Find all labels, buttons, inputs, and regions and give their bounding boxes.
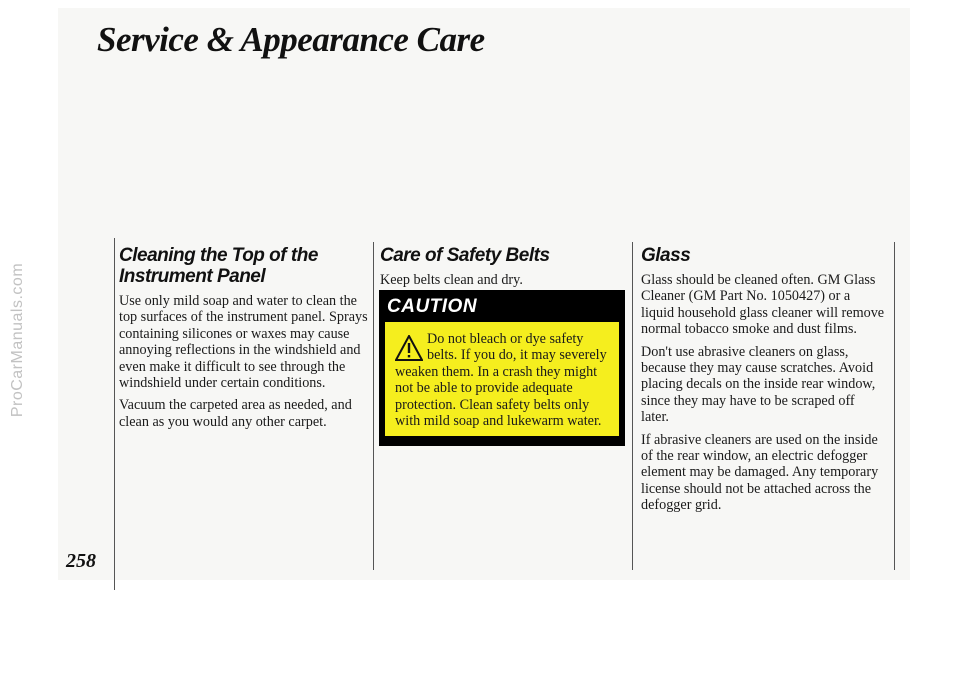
watermark [4,70,32,610]
chapter-title: Service & Appearance Care [97,20,485,59]
section-heading: Glass [641,245,691,266]
paragraph: Keep belts clean and dry. [380,272,523,288]
section-heading: Care of Safety Belts [380,245,550,266]
column-instrument-panel [119,245,369,436]
column-safety-belts [380,245,624,294]
watermark-text: ProCarManuals.com [9,262,27,418]
column-glass [641,245,885,520]
warning-triangle-icon [395,335,423,361]
paragraph: Use only mild soap and water to clean the top surfaces of the instrument panel. Sprays containing silicones or waxes may cause annoying reflections in the windshield and even make it difficult to see through the windshield under certain conditions. [119,293,368,392]
paragraph: If abrasive cleaners are used on the inside of the rear window, an electric defogger element may be damaged. Any temporary license should not be attached across the defogger grid. [641,431,879,514]
caution-box [379,290,625,446]
section-heading [119,245,369,287]
heading-line-1: Cleaning the Top of the [119,245,318,266]
divider [114,238,115,590]
divider [632,242,633,570]
divider [894,242,895,570]
page-number: 258 [66,550,96,572]
paragraph: Vacuum the carpeted area as needed, and clean as you would any other carpet. [119,397,352,430]
paragraph: Don't use abrasive cleaners on glass, because they may cause scratches. Avoid placing decals on the inside rear window, since they may have to be scraped off later. [641,343,876,426]
caution-label: CAUTION [387,296,478,317]
paragraph: Glass should be cleaned often. GM Glass Cleaner (GM Part No. 1050427) or a liquid household glass cleaner will remove normal tobacco smoke and dust films. [641,272,885,338]
divider [373,242,374,570]
heading-line-2: Instrument Panel [119,266,266,287]
caution-body [385,322,619,436]
caution-text: Do not bleach or dye safety belts. If you do, it may severely weaken them. In a crash they might not be able to provide adequate protection. Clean safety belts only with mild soap and lukewarm water. [395,331,607,430]
